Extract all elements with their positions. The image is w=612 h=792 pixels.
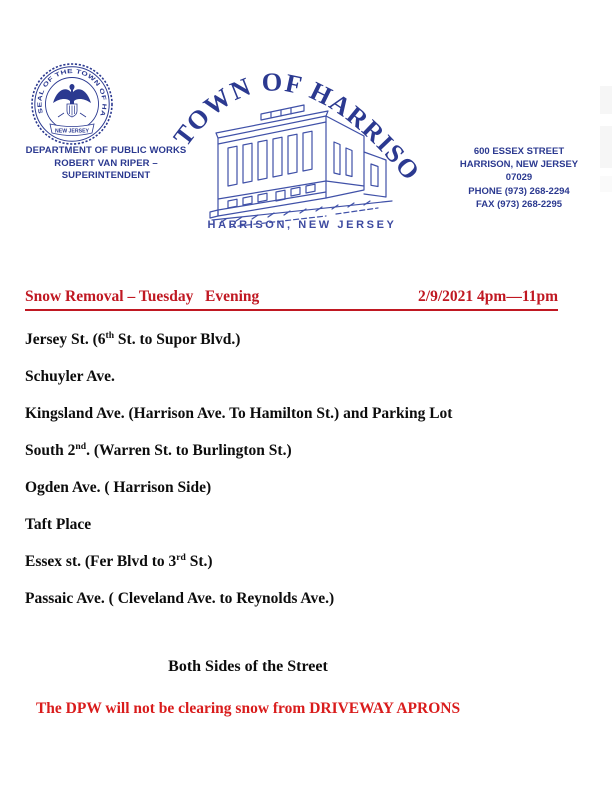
street-item: Passaic Ave. ( Cleveland Ave. to Reynolds Ave.) [25,590,335,607]
street-item: Ogden Ave. ( Harrison Side) [25,479,212,496]
street-item: Schuyler Ave. [25,368,115,385]
notice-heading-title: Snow Removal – Tuesday Evening [25,288,260,305]
scan-artifact [600,86,612,114]
streets-list [25,330,565,626]
street-item: Essex st. (Fer Blvd to 3rd St.) [25,551,213,570]
town-hall-illustration [206,102,398,232]
superintendent-name: ROBERT VAN RIPER – SUPERINTENDENT [54,157,158,182]
street-item: South 2nd. (Warren St. to Burlington St.) [25,440,292,459]
scan-artifact [600,176,612,192]
city-caption: HARRISON, NEW JERSEY [207,219,397,231]
seal-ring-text: SEAL OF THE TOWN OF HARRISON [26,56,107,116]
seal-banner-text: NEW JERSEY [54,128,90,135]
eagle-icon [53,84,91,117]
address-phone: PHONE (973) 268-2294 [468,185,570,197]
town-seal-icon [26,56,114,148]
address-fax: FAX (973) 268-2295 [475,198,563,210]
address-block [452,145,586,211]
street-item: Taft Place [25,516,92,533]
both-sides-note: Both Sides of the Street [168,658,328,675]
street-item: Jersey St. (6th St. to Supor Blvd.) [25,329,241,348]
department-name: DEPARTMENT OF PUBLIC WORKS [25,145,187,156]
address-street: 600 ESSEX STREET [473,146,565,157]
arch-title-text: TOWN OF HARRISON [149,7,426,187]
scan-artifact [600,126,612,168]
notice-heading [25,288,558,311]
driveway-aprons-warning: The DPW will not be clearing snow from DRIVEWAY APRONS [35,700,461,717]
address-city: HARRISON, NEW JERSEY 07029 [459,159,579,184]
seal-banner [50,124,94,136]
notice-heading-datetime: 2/9/2021 4pm—11pm [418,288,558,305]
street-item: Kingsland Ave. (Harrison Ave. To Hamilton St.) and Parking Lot [25,405,453,422]
